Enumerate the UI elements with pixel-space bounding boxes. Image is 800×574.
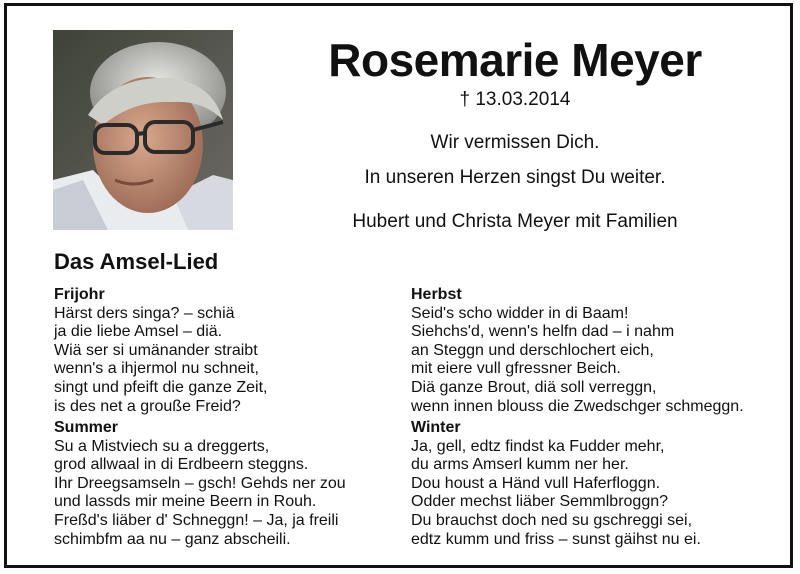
stanza-title: Frijohr	[54, 286, 105, 303]
stanza-winter	[411, 419, 701, 549]
stanza-line: Odder mechst liäber Semmlbroggn?	[411, 493, 669, 511]
stanza-line: Seid's scho widder in di Baam!	[411, 304, 629, 322]
stanza-title: Herbst	[411, 286, 462, 303]
stanza-line: du arms Amserl kumm ner her.	[411, 456, 629, 474]
stanza-frijohr	[54, 286, 267, 416]
portrait-photo	[53, 30, 233, 230]
stanza-line: Siehchs'd, wenn's helfn dad – i nahm	[411, 323, 675, 341]
message-line: In unseren Herzen singst Du weiter.	[364, 167, 666, 188]
stanza-line: is des net a grouße Freid?	[54, 397, 241, 415]
stanza-line: Ihr Dreegsamseln – gsch! Gehds ner zou	[54, 474, 346, 492]
stanza-line: Su a Mistviech su a dreggerts,	[54, 437, 270, 455]
message-line: Wir vermissen Dich.	[430, 132, 600, 153]
death-date: † 13.03.2014	[459, 89, 571, 110]
stanza-line: edtz kumm und friss – sunst gäihst nu ei.	[411, 530, 701, 548]
stanza-line: mit eiere vull gfressner Beich.	[411, 360, 621, 378]
stanza-line: Härst ders singa? – schiä	[54, 304, 235, 322]
stanza-line: an Steggn und derschlochert eich,	[411, 341, 654, 359]
stanza-line: und lassds mir meine Beern in Rouh.	[54, 493, 317, 511]
stanza-line: Wiä ser si umänander straibt	[54, 341, 258, 359]
stanza-line: Dou houst a Händ vull Haferfloggn.	[411, 474, 661, 492]
stanza-line: ja die liebe Amsel – diä.	[54, 323, 223, 341]
stanza-title: Winter	[411, 419, 461, 436]
stanza-herbst	[411, 286, 744, 416]
stanza-line: schimbfm aa nu – ganz abscheili.	[54, 530, 291, 548]
stanza-line: wenn innen blouss die Zwedschger schmeggn.	[411, 397, 744, 415]
stanza-line: grod allwaal in di Erdbeern steggns.	[54, 456, 309, 474]
deceased-name: Rosemarie Meyer	[328, 34, 702, 86]
family-signature: Hubert und Christa Meyer mit Familien	[352, 211, 678, 232]
stanza-summer	[54, 419, 346, 549]
stanza-line: singt und pfeift die ganze Zeit,	[54, 378, 268, 396]
stanza-title: Summer	[54, 419, 119, 436]
stanza-line: Diä ganze Brout, diä soll verreggn,	[411, 378, 657, 396]
stanza-line: wenn's a ihjermol nu schneit,	[54, 360, 259, 378]
stanza-line: Freßd's liäber d' Schneggn! – Ja, ja freili	[54, 511, 339, 529]
poem-title: Das Amsel-Lied	[54, 249, 219, 274]
stanza-line: Ja, gell, edtz findst ka Fudder mehr,	[411, 437, 665, 455]
stanza-line: Du brauchst doch ned su gschreggi sei,	[411, 511, 693, 529]
